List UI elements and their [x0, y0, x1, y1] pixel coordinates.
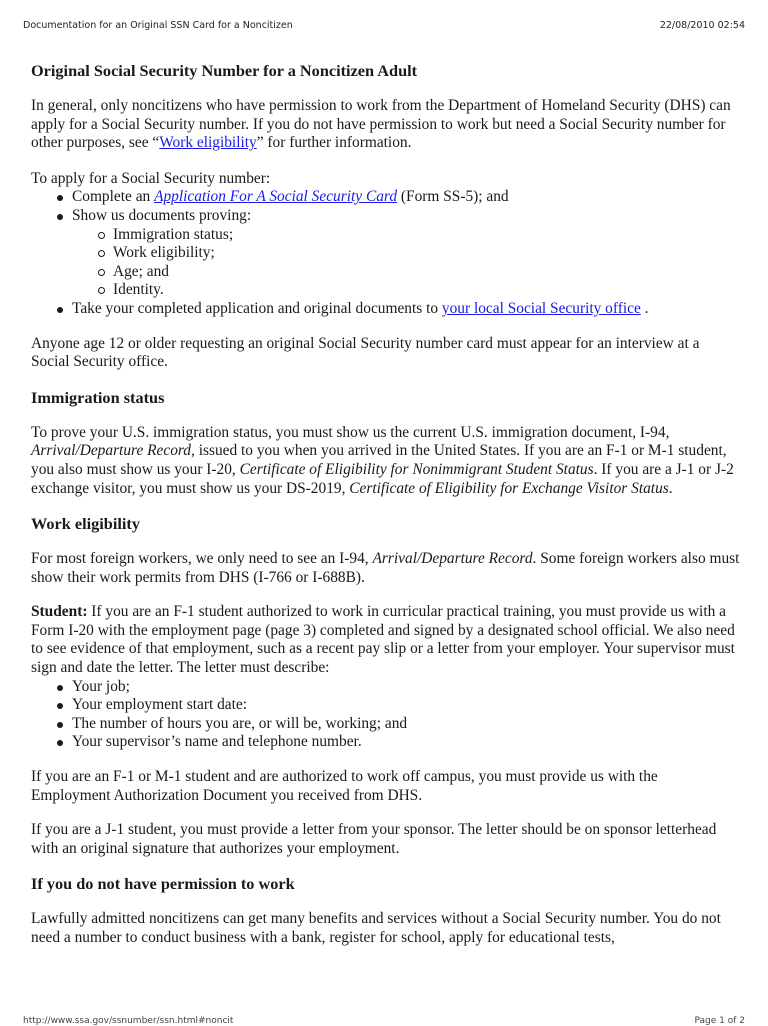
document-body [31, 61, 741, 948]
proof-list [72, 226, 741, 300]
apply-intro: To apply for a Social Security number: [31, 169, 271, 187]
intro-paragraph: In general, only noncitizens who have permission to work from the Department of Homeland Security (DHS) can apply for a Social Security number. If you do not have permission to work but need a Social Security number for other purposes, see “Work eligibility” for further information. [31, 97, 731, 152]
local-office-link[interactable]: your local Social Security office [441, 299, 641, 317]
j1-paragraph: If you are a J-1 student, you must provide a letter from your sponsor. The letter should be on sponsor letterhead with an original signature that authorizes your employment. [31, 821, 717, 857]
letter-requirements-list [31, 678, 741, 752]
list-item: Take your completed application and original documents to your local Social Security office . [72, 300, 741, 319]
ss5-application-link[interactable]: Application For A Social Security Card [154, 188, 398, 206]
no-permission-paragraph: Lawfully admitted noncitizens can get many benefits and services without a Social Security number. You do not need a number to conduct business with a bank, register for school, apply for educational tests, [31, 910, 721, 946]
print-footer [23, 1016, 745, 1026]
interview-paragraph: Anyone age 12 or older requesting an original Social Security number card must appear for an interview at a Social Security office. [31, 334, 700, 371]
list-item: Work eligibility; [113, 244, 741, 263]
list-item: The number of hours you are, or will be, working; and [72, 715, 741, 734]
immigration-heading: Immigration status [31, 387, 165, 407]
no-permission-heading: If you do not have permission to work [31, 874, 295, 894]
list-item: Complete an Application For A Social Security Card (Form SS-5); and [72, 188, 741, 207]
page-title: Original Social Security Number for a Noncitizen Adult [31, 61, 418, 80]
header-title: Documentation for an Original SSN Card for a Noncitizen [23, 20, 293, 31]
immigration-paragraph: To prove your U.S. immigration status, you must show us the current U.S. immigration document, I-94, Arrival/Departure Record, issued to you when you arrived in the United States. If you are an F-1 or M-1 student, you also must show us your I-20, Certificate of Eligibility for Nonimmigrant Student Status. If you are a J-1 or J-2 exchange visitor, you must show us your DS-2019, Certificate of Eligibility for Exchange Visitor Status. [31, 423, 734, 497]
work-eligibility-heading: Work eligibility [31, 514, 140, 534]
work-eligibility-link[interactable]: Work eligibility [159, 134, 257, 152]
print-header [23, 20, 745, 31]
list-item: Your supervisor’s name and telephone number. [72, 733, 741, 752]
list-item: Show us documents proving: Immigration status; Work eligibility; Age; and Identity. [72, 207, 741, 300]
student-paragraph: Student: If you are an F-1 student authorized to work in curricular practical training, you must provide us with a Form I-20 with the employment page (page 3) completed and signed by a designated school official. We also need to see evidence of that employment, such as a recent pay slip or a letter from your employer. Your supervisor must sign and date the letter. The letter must describe: [31, 603, 735, 677]
apply-steps-list [31, 188, 741, 318]
off-campus-paragraph: If you are an F-1 or M-1 student and are authorized to work off campus, you must provide us with the Employment Authorization Document you received from DHS. [31, 768, 658, 804]
list-item: Your job; [72, 678, 741, 697]
work-paragraph: For most foreign workers, we only need to see an I-94, Arrival/Departure Record. Some foreign workers also must show their work permits from DHS (I-766 or I-688B). [31, 550, 740, 586]
footer-url: http://www.ssa.gov/ssnumber/ssn.html#noncit [23, 1016, 234, 1026]
list-item: Identity. [113, 281, 741, 300]
header-datetime: 22/08/2010 02:54 [659, 20, 745, 31]
footer-page: Page 1 of 2 [694, 1016, 745, 1026]
list-item: Your employment start date: [72, 696, 741, 715]
list-item: Immigration status; [113, 226, 741, 245]
list-item: Age; and [113, 263, 741, 282]
